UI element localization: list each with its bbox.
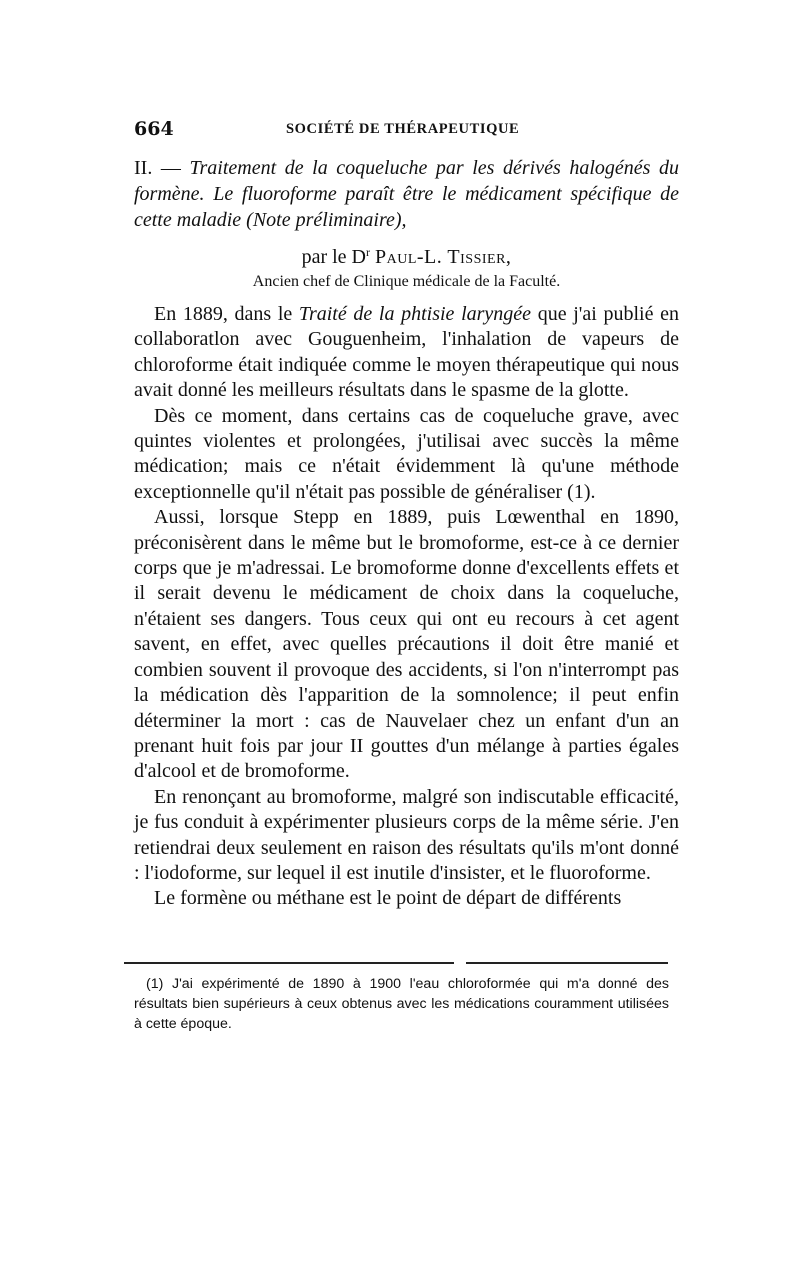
footnote-rule: [124, 962, 668, 965]
author-name: Paul-L. Tissier,: [375, 246, 512, 268]
author-affiliation: Ancien chef de Clinique médicale de la Faculté.: [252, 273, 561, 290]
running-head: [134, 118, 679, 142]
article-title-text: Traitement de la coqueluche par les dérivés halogénés du formène. Le fluoroforme paraît être le médicament spécifique de cette maladie (Note préliminaire),: [134, 157, 679, 231]
article-number: II. —: [134, 157, 190, 179]
article-body: [134, 155, 679, 912]
book-title: Traité de la phtisie laryngée: [298, 303, 532, 325]
paragraph-2: Dès ce moment, dans certains cas de coqueluche grave, avec quintes violentes et prolongées, j'utilisai avec succès la même médication; mais ce n'était évidemment là qu'une méthode exceptionnelle qu'il n'était pas possible de généraliser (1).: [134, 404, 679, 503]
page-number: 664: [134, 118, 174, 140]
byline: [134, 239, 679, 270]
byline-prefix: par le D: [301, 246, 366, 268]
running-title: SOCIÉTÉ DE THÉRAPEUTIQUE: [286, 121, 520, 137]
paragraph-4: En renonçant au bromoforme, malgré son indiscutable efficacité, je fus conduit à expérimenter plusieurs corps de la même série. J'en retiendrai deux seulement en raison des résultats qu'ils m'ont donné : l'iodoforme, sur lequel il est inutile d'insister, et le fluoroforme.: [134, 785, 679, 884]
article-title: [134, 155, 679, 233]
paragraph-1-a: En 1889, dans le: [154, 303, 299, 325]
paragraph-1: [134, 302, 679, 404]
byline-sup: r: [366, 245, 370, 259]
paragraph-5: Le formène ou méthane est le point de départ de différents: [154, 887, 622, 910]
footnote: (1) J'ai expérimenté de 1890 à 1900 l'eau chloroformée qui m'a donné des résultats bien supérieurs à ceux obtenus avec les médications couramment utilisées à cette époque.: [134, 976, 669, 1032]
paragraph-3: Aussi, lorsque Stepp en 1889, puis Lœwenthal en 1890, préconisèrent dans le même but le bromoforme, est-ce à ce dernier corps que je m'adressai. Le bromoforme donne d'excellents effets et il serait devenu le médicament de choix dans la coqueluche, n'étaient ses dangers. Tous ceux qui ont eu recours à cet agent savent, en effet, avec quelles précautions il doit être manié et combien souvent il provoque des accidents, si l'on n'interrompt pas la médication dès l'apparition de la somnolence; il peut enfin déterminer la mort : cas de Nauvelaer chez un enfant d'un an prenant huit fois par jour II gouttes d'un mélange à parties égales d'alcool et de bromoforme.: [134, 506, 679, 783]
paragraph-1-c: que j'ai publié en collaboratlon avec Gouguenheim, l'inhalation de vapeurs de chloroforme était indiquée comme le moyen thérapeutique qui nous avait donné les meilleurs résultats dans le spasme de la glotte.: [134, 303, 680, 402]
